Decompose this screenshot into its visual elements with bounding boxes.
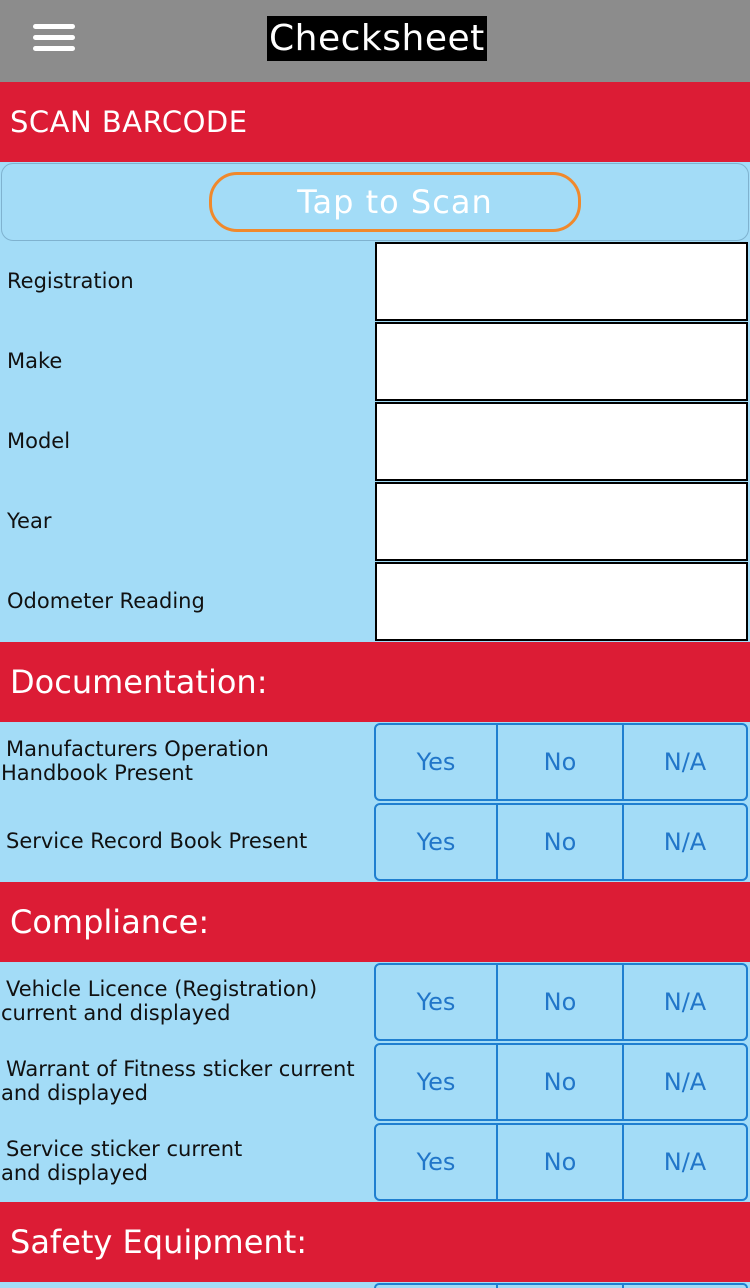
question-text-line2: and displayed [1, 1081, 148, 1105]
no-option[interactable]: No [498, 1125, 624, 1199]
year-field[interactable] [375, 482, 748, 561]
hamburger-menu-icon[interactable] [33, 22, 75, 54]
yes-option[interactable]: Yes [376, 805, 498, 879]
make-label: Make [7, 349, 63, 373]
question-text-line1: Service sticker current [6, 1137, 243, 1161]
answer-options [374, 1123, 748, 1201]
na-option[interactable]: N/A [663, 748, 707, 776]
tap-to-scan-button[interactable]: Tap to Scan [209, 172, 581, 232]
na-option[interactable]: N/A [663, 988, 707, 1016]
section-header-documentation [0, 642, 750, 722]
section-title: Documentation: [10, 663, 268, 701]
no-option[interactable]: No [498, 965, 624, 1039]
answer-options [374, 803, 748, 881]
question-text-line1: Manufacturers Operation [6, 737, 269, 761]
registration-field[interactable] [375, 242, 748, 321]
section-title: SCAN BARCODE [10, 105, 248, 139]
question-label [1, 829, 369, 853]
section-header-scan-barcode [0, 82, 750, 162]
make-field[interactable] [375, 322, 748, 401]
question-text-line1: Warrant of Fitness sticker current [6, 1057, 355, 1081]
year-label: Year [7, 509, 52, 533]
model-label: Model [7, 429, 71, 453]
page-title: Checksheet [269, 18, 485, 59]
question-text-line1: Vehicle Licence (Registration) [6, 977, 318, 1001]
section-header-compliance [0, 882, 750, 962]
registration-label: Registration [7, 269, 134, 293]
question-text-line2: and displayed [1, 1161, 148, 1185]
no-option[interactable]: No [498, 1045, 624, 1119]
odometer-reading-field[interactable] [375, 562, 748, 641]
question-label [1, 737, 369, 785]
section-header-safety-equipment [0, 1202, 750, 1282]
question-text-line2: Handbook Present [1, 761, 193, 785]
question-label [1, 1137, 369, 1185]
na-option[interactable]: N/A [663, 828, 707, 856]
question-text-line2: current and displayed [1, 1001, 231, 1025]
section-title: Compliance: [10, 903, 210, 941]
yes-option[interactable]: Yes [376, 965, 498, 1039]
scan-panel [1, 163, 749, 241]
no-option[interactable]: No [498, 805, 624, 879]
question-label [1, 1057, 369, 1105]
na-option[interactable]: N/A [663, 1148, 707, 1176]
na-option[interactable]: N/A [663, 1068, 707, 1096]
yes-option[interactable]: Yes [376, 1125, 498, 1199]
section-title: Safety Equipment: [10, 1223, 308, 1261]
answer-options [374, 1043, 748, 1121]
no-option[interactable]: No [498, 725, 624, 799]
app-bar [0, 0, 750, 82]
answer-options [374, 723, 748, 801]
answer-options [374, 963, 748, 1041]
model-field[interactable] [375, 402, 748, 481]
odometer-reading-label: Odometer Reading [7, 589, 205, 613]
yes-option[interactable]: Yes [376, 725, 498, 799]
yes-option[interactable]: Yes [376, 1045, 498, 1119]
question-label [1, 977, 369, 1025]
answer-options [374, 1283, 748, 1288]
question-text-line1: Service Record Book Present [6, 829, 308, 853]
